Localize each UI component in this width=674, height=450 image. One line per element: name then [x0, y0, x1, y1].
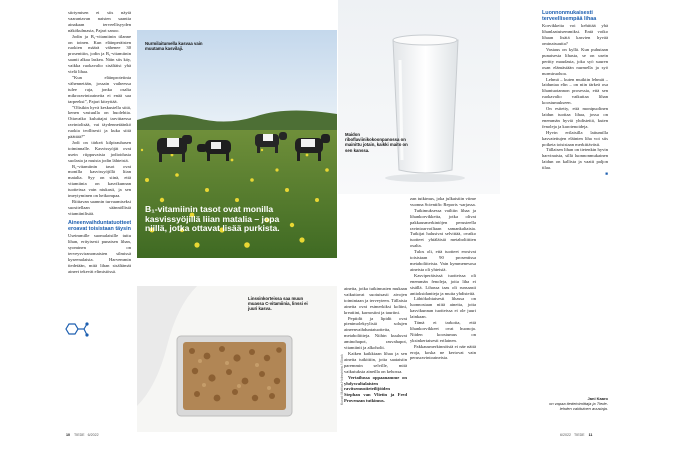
middle-text-column	[344, 286, 407, 428]
paragraph: Lehmä – kuten muiktin lehmät – laiduntaa elin – on niin tärkeä osa lihantuotannon prosessia, että sen ruokavalio vaikuttaa lihan koostumukseen.	[542, 76, 608, 106]
paragraph: Tämä ei tarkoita, että lihankorvikkeet ovat huonoja. Niiden koostumus on yksinkertaisesti erilainen.	[410, 320, 476, 343]
subheading: Aineenvaihduntatuotteet eroavat toisistaan täysin	[68, 219, 131, 232]
paragraph: aineita, jotka tutkimusten mukaan vaikuttavat suotuisasti aivojen toimintaan ja terveyteen. Tällaisia aineita ovat esimerkiksi koliini, kreatiini, karnosiini ja tauriini.	[344, 286, 407, 315]
pull-quote: B₁-vitamiinin tasot ovat monilla kasvissyöjillä liian matalia – jopa niillä, jotka ottavat lisää purkista.	[145, 204, 280, 234]
page-number: 11	[588, 433, 593, 437]
cows-caption: Nurmilaitumella kasvaa vain muutama kasvilaji.	[145, 41, 203, 52]
author-name: Jani Kaaro	[587, 396, 608, 401]
milk-photo	[338, 0, 500, 194]
paragraph: zan tutkimus, joka julkaistiin viime vuonna Scientific Reports -sarjassa.	[410, 196, 476, 207]
paragraph: Riittavan saannin turvaamiseksi suositellaan säännöllistä vitamiinilisää.	[68, 199, 131, 216]
author-description: on vapaa tiedetoimittaja ja Tiede-lehden vakituinen avustaja.	[549, 401, 608, 411]
subheading: Luonnonmukaisesti terveellisempää lihaa	[542, 10, 597, 23]
paragraph: Vastaus on kyllä. Kun puhutaan punaisesta lihasta, se on usein peritty maudasta, joka syö suuren osan elämästään nurmella ja syö nurmiruohoa.	[542, 47, 608, 76]
paragraph: Lähtökohtaisesti lihassa on luonnostaan niitä aineita, joita kasvikunnan tuotteissa ei ole juuri lainkaan.	[410, 296, 476, 320]
issue-number: 6/2022	[560, 433, 571, 437]
paragraph: Hyvin erilaisilla laitumilla kasvatettujen eläinten liha voi siis poiketa toisistaan merkittävästi.	[542, 129, 608, 147]
paragraph: B₁-vitamiinin tasot ovat monilla kasvissyöjillä liian matalia. Syy on siinä, että vitamiinia on kasvikunnan tuotteissa vain niukasti, ja sen imeytyminen on heikompaa.	[68, 163, 131, 199]
lentils-caption: Linssinkorteissa saa muun muassa C-vitamiinia, linssi ei juuri kasva.	[248, 296, 308, 312]
left-page-footer	[66, 433, 99, 437]
paragraph: siirtymisen ei siis näytä vaarantavan naisten saantia ainakaan terveellisyyden näkökulmasta, Pajari sanoo.	[68, 10, 131, 33]
right-text-column-a	[410, 196, 476, 428]
paragraph: Korvikkeita voi kehittää yhä lihanlaatuisemmiksi. Entä voiko lihaan lisätä kasvien hyvää ominaisuutta?	[542, 23, 608, 47]
paragraph: Kasviperäisissä tuotteissa oli enemmän fenoleja, joita liha ei sisällä. Lihassa taas oli runsaasti antioksidantteja ja muita yhdisteitä.	[410, 272, 476, 296]
paragraph: Tutkimuksessa vailtiin lihaa ja lihankorvikkeita, jotka olivat pakkausmerkintöjen perusteella ravintoarvoiltaan samankaltaisia. Tutkijat halusivat selvittää, ovatko tuotteet yhtäläisiä metaboliittien osalta.	[410, 207, 476, 249]
paragraph: Pakkausmerkinnöistä ei näe näitä eroja, koska ne kertovat vain perusravintoaineista.	[410, 343, 476, 361]
milk-caption: Maidon riboflaviinikokoonpanossa on mainittu jotain, kaikki maito on sen kanssa.	[345, 132, 408, 153]
magazine-name: TIEDE	[74, 433, 85, 437]
author-block	[548, 396, 608, 411]
paragraph: On esitetty, että monipuolinen laidun tuottaa lihaa, jossa on enemmän hyviä yhdisteitä, kuten fenoleja ja karotenoideja.	[542, 106, 608, 129]
molecule-icon	[62, 320, 90, 342]
paragraph: Tällaisen lihan on tietenkin hyvin harvinaista, sillä luonnonmukainen laidun on kallista ja vaatii paljon tilaa.	[542, 147, 608, 171]
photo-credit: Kuvat: Mattias Holmström / iStock	[340, 354, 344, 405]
paragraph: Jodin ja B₁-vitamiinin tilanne on toinen. Kun eläinperäisten ruokien määrä vähenee 30 prosenttiin, jodin ja B₁-vitamiinin saanti alkaa laskea. Näin siis käy, vaikka ruokavalio sisältäisi yhä vielä lihaa.	[68, 33, 131, 75]
left-text-column	[68, 10, 131, 428]
paragraph: Tulos oli, että tuotteet erosivat toisistaan 90 prosentissa metaboliiteista. Vain kymmenesosa aineista oli yhteisiä.	[410, 249, 476, 272]
right-text-column-b	[542, 10, 608, 410]
paragraph: ”Kun eläinproteiinia vähennetään, jossain vaiheessa tulee raja, jonka osalta mikroravintoaineita ei enää saa tarpeeksi”, Pajari kiteyttää.	[68, 74, 131, 104]
page-number: 10	[66, 433, 70, 437]
right-page-footer	[560, 433, 592, 437]
paragraph: Vertailussa oppaanamme on yhdysvaltalaisten ravitsemustieteilijöiden Stephan van Vlietin ja Fred Provenzan tutkimus.	[344, 374, 407, 404]
paragraph: ”Olisikin hyvä keskustella siitä, kenen vastuulla on huolehtia. Ottavatko kuluttajat tarvittaessa ravintolisää, vai täydennetäänkö ruokia teollisesti ja kuka siitä päättää?”	[68, 104, 131, 140]
end-mark: ■	[605, 171, 608, 177]
milk-illustration	[338, 0, 500, 194]
paragraph: Jodi on tärkeä kilpirauhasen toiminnalle. Kasvissyöjät ovat usein riippuvaisia jodioidusta suolasta ja muista jodin lähteistä.	[68, 139, 131, 163]
paragraph: Useimmille suomalaisille tuttu lihan, erityisesti punaisen lihan, syominen on terveysviranomaisten silmissä kyseenalaista. Harvemmin tiedetään, mitä lihan sisältämät aineet tekevät elimistössä.	[68, 233, 131, 274]
paragraph: Peptidit ja lipidit ovat pienimolekyylisiä solujen aineenvaihduntatuotteita, metaboliitteja. Niihin kuuluvat aminohapot, rasvahapot, vitamiinit ja alkoholit.	[344, 315, 407, 351]
paragraph: Kaiken kaikkiaan lihaa ja sen aineita tutkittiin, jotta saataisiin paremmin selville, mitä vaikutuksia aineilla on kehossa.	[344, 350, 407, 374]
issue-number: 6/2022	[87, 433, 99, 437]
magazine-name: TIEDE	[574, 433, 585, 437]
